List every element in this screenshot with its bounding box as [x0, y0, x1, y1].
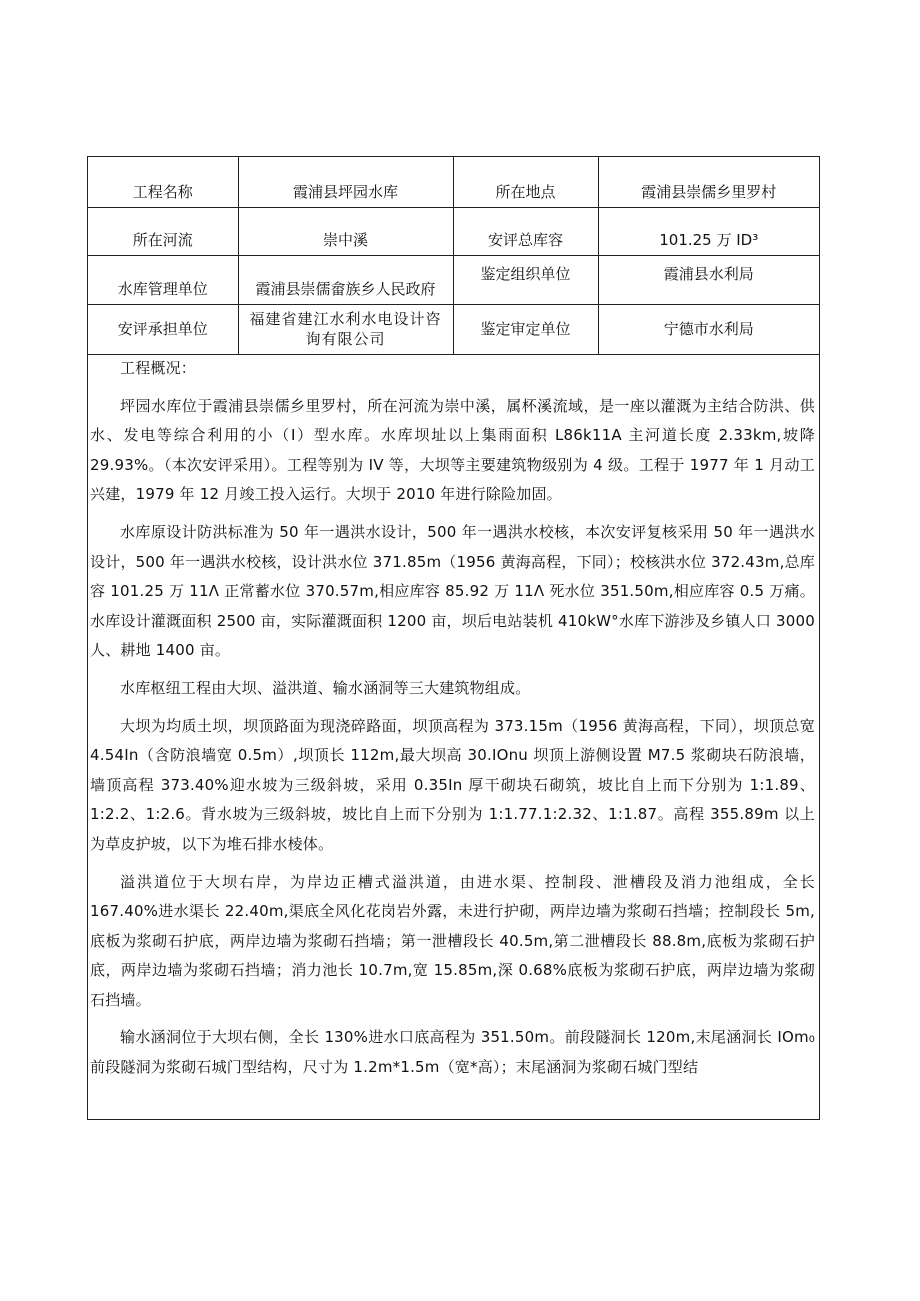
label-organizing-unit: 鉴定组织单位: [453, 255, 598, 304]
value-total-capacity: 101.25 万 ID³: [598, 207, 819, 255]
overview-paragraph-structures: 水库枢纽工程由大坝、溢洪道、输水涵洞等三大建筑物组成。: [120, 678, 531, 697]
value-river: 崇中溪: [238, 207, 453, 255]
label-assessment-unit: 安评承担单位: [88, 304, 238, 354]
label-review-unit: 鉴定审定单位: [453, 304, 598, 354]
value-management-unit: 霞浦县崇儒畲族乡人民政府: [238, 255, 453, 304]
value-location: 霞浦县崇儒乡里罗村: [598, 157, 819, 207]
table-row: [88, 255, 819, 304]
table-row: [88, 207, 819, 255]
project-info-sheet: [87, 156, 820, 1120]
label-river: 所在河流: [88, 207, 238, 255]
value-assessment-unit: 福建省建江水利水电设计咨询有限公司: [238, 304, 453, 354]
overview-paragraph-dam: 大坝为均质土坝，坝顶路面为现浇碎路面，坝顶高程为 373.15m（1956 黄海高程，下同），坝顶总宽 4.54In（含防浪墙宽 0.5m）,坝顶长 112m,最大坝高 30.IOnu 坝顶上游侧设置 M7.5 浆砌块石防浪墙，墙顶高程 373.40%迎水坡为三级斜坡，采用 0.35In 厚干砌块石砌筑，坡比自上而下分别为 1:1.89、1:2.2、1:2.6。背水坡为三级斜坡，坡比自上而下分别为 1:1.77.1:2.32、1:1.87。高程 355.89m 以上为草皮护坡，以下为堆石排水棱体。: [90, 716, 815, 853]
table-row: [88, 304, 819, 354]
label-project-name: 工程名称: [88, 157, 238, 207]
project-info-table: [88, 157, 819, 355]
value-organizing-unit: 霞浦县水利局: [598, 255, 819, 304]
project-overview: [88, 354, 819, 1091]
label-location: 所在地点: [453, 157, 598, 207]
overview-paragraph-flood-standard: 水库原设计防洪标准为 50 年一遇洪水设计，500 年一遇洪水校核，本次安评复核采用 50 年一遇洪水设计，500 年一遇洪水校核，设计洪水位 371.85m（1956 黄海高程，下同）；校核洪水位 372.43m,总库容 101.25 万 11Λ 正常蓄水位 370.57m,相应库容 85.92 万 11Λ 死水位 351.50m,相应库容 0.5 万痛。水库设计灌溉面积 2500 亩，实际灌溉面积 1200 亩，坝后电站装机 410kW°水库下游涉及乡镇人口 3000 人、耕地 1400 亩。: [90, 522, 815, 660]
overview-paragraph-culvert: 输水涵洞位于大坝右侧，全长 130%进水口底高程为 351.50m。前段隧洞长 120m,末尾涵洞长 IOm₀前段隧洞为浆砌石城门型结构，尺寸为 1.2m*1.5m（宽*高）；末尾涵洞为浆砌石城门型结: [90, 1028, 815, 1077]
overview-heading: 工程概况：: [120, 359, 197, 377]
value-review-unit: 宁德市水利局: [598, 304, 819, 354]
table-row: [88, 157, 819, 207]
overview-paragraph-location: 坪园水库位于霞浦县崇儒乡里罗村，所在河流为崇中溪，属杯溪流域，是一座以灌溉为主结合防洪、供水、发电等综合利用的小（I）型水库。水库坝址以上集雨面积 L86k11A 主河道长度 2.33km,坡降 29.93%。（本次安评采用）。工程等别为 IV 等，大坝等主要建筑物级别为 4 级。工程于 1977 年 1 月动工兴建，1979 年 12 月竣工投入运行。大坝于 2010 年进行除险加固。: [90, 396, 815, 504]
overview-paragraph-spillway: 溢洪道位于大坝右岸，为岸边正槽式溢洪道，由进水渠、控制段、泄槽段及消力池组成，全长 167.40%进水渠长 22.40m,渠底全风化花岗岩外露，未进行护砌，两岸边墙为浆砌石挡墙；控制段长 5m,底板为浆砌石护底，两岸边墙为浆砌石挡墙；第一泄槽段长 40.5m,第二泄槽段长 88.8m,底板为浆砌石护底，两岸边墙为浆砌石挡墙；消力池长 10.7m,宽 15.85m,深 0.68%底板为浆砌石护底，两岸边墙为浆砌石挡墙。: [90, 872, 815, 1009]
value-project-name: 霞浦县坪园水库: [238, 157, 453, 207]
label-management-unit: 水库管理单位: [88, 255, 238, 304]
label-total-capacity: 安评总库容: [453, 207, 598, 255]
